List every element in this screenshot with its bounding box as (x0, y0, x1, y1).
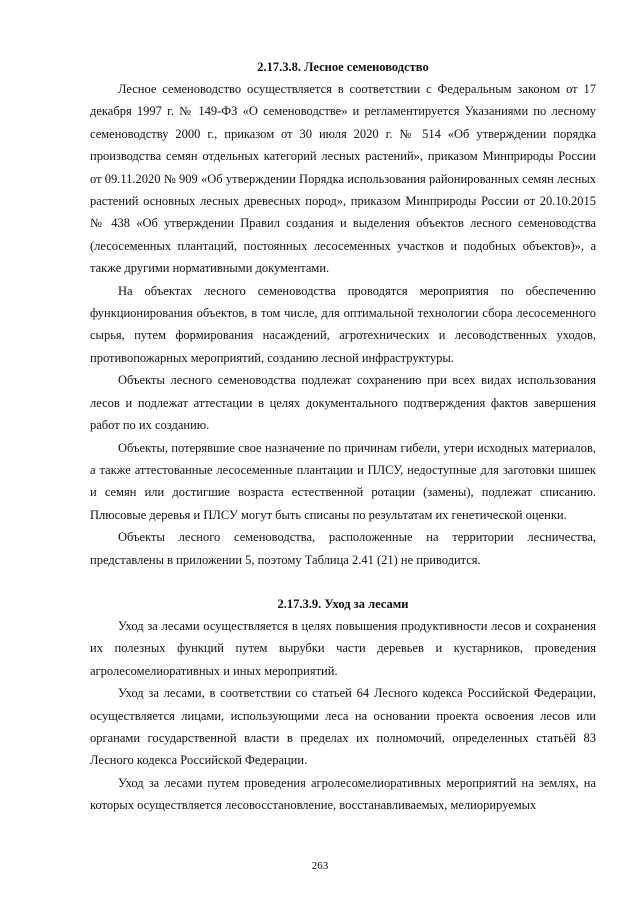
section-forest-seed-production (90, 58, 596, 571)
paragraph: Объекты лесного семеноводства подлежат сохранению при всех видах использования лесов и подлежат аттестации в целях документального подтверждения фактов завершения работ по их созданию. (90, 373, 596, 433)
paragraph: Уход за лесами, в соответствии со статьей 64 Лесного кодекса Российской Федерации, осуществляется лицами, использующими леса на основании проекта освоения лесов или органами государственной власти в пределах их полномочий, определенных статьёй 83 Лесного кодекса Российской Федерации. (90, 686, 596, 768)
page-number: 263 (311, 860, 329, 872)
document-page (90, 58, 596, 817)
section-forest-care (90, 595, 596, 817)
paragraph: Уход за лесами осуществляется в целях повышения продуктивности лесов и сохранения их полезных функций путем вырубки части деревьев и кустарников, проведения агролесомелиоративных и иных мероприятий. (90, 618, 596, 678)
section-title: 2.17.3.8. Лесное семеноводство (257, 60, 429, 74)
paragraph: Объекты, потерявшие свое назначение по причинам гибели, утери исходных материалов, а также аттестованные лесосеменные плантации и ПЛСУ, недоступные для заготовки шишек и семян или достигшие возраста естественной ротации (замены), подлежат списанию. Плюсовые деревья и ПЛСУ могут быть списаны по результатам их генетической оценки. (90, 440, 596, 522)
section-title: 2.17.3.9. Уход за лесами (277, 596, 409, 611)
paragraph: Лесное семеноводство осуществляется в соответствии с Федеральным законом от 17 декабря 1997 г. № 149-ФЗ «О семеноводстве» и регламентируется Указаниями по лесному семеноводству 2000 г., приказом от 30 июля 2020 г. № 514 «Об утверждении порядка производства семян отдельных категорий лесных растений», приказом Минприроды России от 09.11.2020 № 909 «Об утверждении Порядка использования районированных семян лесных растений основных лесных древесных пород», приказом Минприроды России от 20.10.2015 № 438 «Об утверждении Правил создания и выделения объектов лесного семеноводства (лесосеменных плантаций, постоянных лесосеменных участков и подобных объектов)», а также другими нормативными документами. (90, 82, 596, 276)
paragraph: На объектах лесного семеноводства проводятся мероприятия по обеспечению функционирования объектов, в том числе, для оптимальной технологии сбора лесосеменного сырья, путем формирования насаждений, агротехнических и лесоводственных уходов, противопожарных мероприятий, созданию лесной инфраструктуры. (90, 283, 596, 365)
paragraph: Уход за лесами путем проведения агролесомелиоративных мероприятий на землях, на которых осуществляется лесовосстановление, восстанавливаемых, мелиорируемых (90, 775, 596, 813)
paragraph: Объекты лесного семеноводства, расположенные на территории лесничества, представлены в приложении 5, поэтому Таблица 2.41 (21) не приводится. (90, 530, 596, 567)
